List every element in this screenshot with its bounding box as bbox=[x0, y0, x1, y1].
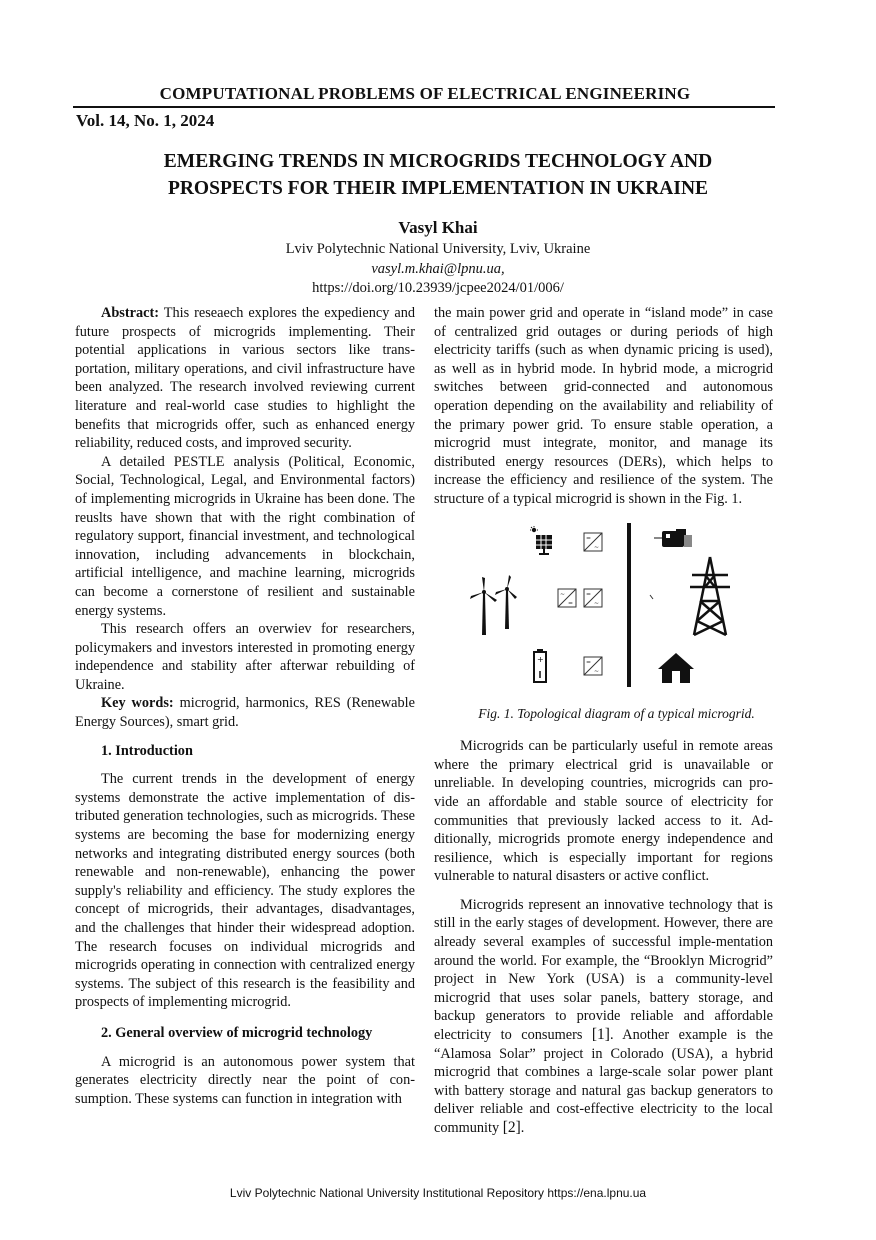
ac-bus-bar bbox=[627, 523, 631, 687]
wind-turbine-icon bbox=[470, 575, 517, 635]
svg-text:+: + bbox=[537, 654, 544, 664]
repository-footer: Lviv Polytechnic National University Institutional Repository https://ena.lpnu.ua bbox=[229, 1186, 647, 1200]
citation-1[interactable]: [1] bbox=[591, 1026, 610, 1044]
title-line-1: EMERGING TRENDS IN MICROGRIDS TECHNOLOGY AND bbox=[163, 151, 713, 172]
continued-paragraph: the main power grid and operate in “island mode” in case of centralized grid outages or during periods of high electricity tariffs (such as when dynamic pricing is used), as well as in hybrid mode. In hybrid mode, a microgrid switches between grid-connected and autonomous operation depending on the availability and reliability of the primary power grid. To ensure stable operation, a microgrid must integrate, monitor, and manage its distributed energy resources (DERs), which helps to increase the efficiency and resilience of the system. The structure of a typical microgrid is shown in the Fig. 1. bbox=[434, 305, 773, 507]
microgrid-diagram-svg bbox=[434, 519, 773, 699]
volume-info: Vol. 14, No. 1, 2024 bbox=[76, 111, 215, 130]
paragraph-remote-areas: Microgrids can be particularly useful in remote areas where the primary electrical grid is unavailable or unreliable. In developing countries, microgrids can pro-vide an affordable and stable source of electricity for communities that previously lacked access to it. Ad-ditionally, microgrids promote energy independence and resilience, which is especially important for regions vulnerable to natural disasters or active conflict. bbox=[434, 738, 773, 885]
doi-link[interactable]: https://doi.org/10.23939/jcpee2024/01/006/ bbox=[312, 280, 564, 296]
keywords bbox=[75, 694, 415, 731]
section-1-paragraph: The current trends in the development of energy systems demonstrate the active implementation of dis-tributed generation technologies, such as microgrids. These systems are becoming the base for modernizing energy networks and integrating distributed energy sources (both renewable and non-renewable), enhancing the power supply's reliability and efficiency. The study explores the concept of microgrids, their advantages, disadvantages, and the challenges that hinder their widespread adoption. The research focuses on individual microgrids and microgrids operating in connection with centralized energy systems. The subject of this research is the feasibility and prospects of implementing microgrid. bbox=[75, 771, 415, 1011]
svg-text:~: ~ bbox=[560, 590, 566, 598]
solar-panel-icon bbox=[530, 526, 552, 554]
svg-text:~: ~ bbox=[594, 667, 600, 675]
svg-text:=: = bbox=[568, 599, 574, 607]
title-line-2: PROSPECTS FOR THEIR IMPLEMENTATION IN UKRAINE bbox=[167, 178, 709, 199]
section-2-paragraph: A microgrid is an autonomous power system that generates electricity directly near the point of con-sumption. These systems can function in integration with bbox=[75, 1053, 415, 1107]
abstract-paragraph-2: A detailed PESTLE analysis (Political, Economic, Social, Technological, Legal, and Environmental factors) of implementing microgrids in Ukraine has been done. The reuslts have shown that with the right combination of regulatory support, financial investment, and technological innovation, including advancements in blockchain, artificial intelligence, and machine learning, microgrids can become a cornerstone of resilient and sustainable energy systems. bbox=[75, 453, 415, 619]
switch-mark bbox=[650, 595, 653, 599]
author-email[interactable]: vasyl.m.khai@lpnu.ua, bbox=[371, 260, 505, 277]
converter-icon-solar bbox=[584, 533, 602, 551]
abstract-label: Abstract: bbox=[101, 305, 159, 321]
microgrid-diagram bbox=[434, 519, 773, 699]
header-rule bbox=[73, 106, 775, 108]
abstract-paragraph bbox=[75, 304, 415, 453]
section-2-heading: 2. General overview of microgrid technology bbox=[101, 1024, 373, 1041]
abstract-text: This reseaech explores the expediency and future prospects of microgrids implementing. Their potential applications in various sectors like trans-portation, military operations, and civil infrastructure have been analyzed. The research involved reviewing current literature and real-world case studies to highlight the benefits that microgrids offer, such as enhanced energy reliability, reduced costs, and improved security. bbox=[75, 305, 415, 452]
battery-icon bbox=[534, 649, 546, 682]
abstract-paragraph-3: This research offers an overwiev for researchers, policymakers and investors interested in promoting energy independence and stability after afterwar rebuilding of Ukraine. bbox=[75, 621, 415, 693]
converter-icon-wind-2 bbox=[584, 589, 602, 607]
author-affiliation-block bbox=[75, 240, 801, 299]
examples-text-3: . bbox=[520, 1120, 525, 1136]
paragraph-examples bbox=[434, 896, 773, 1138]
examples-text-1: Microgrids represent an innovative technology that is still in the early stages of development. However, there are already several examples of successful imple-mentation around the world. For example, the “Brooklyn Microgrid” project in New York (USA) is a community-level microgrid that uses solar panels, battery storage, and backup generators to provide reliable and affordable electricity to consumers bbox=[434, 896, 773, 1044]
converter-icon-wind-1 bbox=[558, 589, 576, 607]
converter-icon-battery bbox=[584, 657, 602, 675]
section-1-heading: 1. Introduction bbox=[101, 742, 193, 759]
svg-text:~: ~ bbox=[594, 543, 600, 551]
keywords-text: microgrid, harmonics, RES (Renewable Energy Sources), smart grid. bbox=[75, 695, 415, 731]
generator-icon bbox=[654, 529, 692, 547]
svg-text:~: ~ bbox=[594, 599, 600, 607]
citation-2[interactable]: [2] bbox=[502, 1119, 521, 1136]
svg-text:=: = bbox=[586, 534, 592, 542]
transmission-tower-icon bbox=[690, 557, 730, 635]
keywords-label: Key words: bbox=[101, 695, 174, 712]
article-title bbox=[75, 148, 801, 202]
examples-text-2: . Another example is the “Alamosa Solar” project in Colorado (USA), a hybrid microgrid that combines a large-scale solar power plant with battery storage and natural gas backup generators to deliver reliable and cost-effective electricity to the local community bbox=[434, 1027, 773, 1136]
journal-name: COMPUTATIONAL PROBLEMS OF ELECTRICAL ENGINEERING bbox=[159, 84, 691, 103]
left-column bbox=[75, 304, 415, 1108]
figure-caption: Fig. 1. Topological diagram of a typical microgrid. bbox=[478, 705, 755, 721]
svg-text:=: = bbox=[586, 590, 592, 598]
house-load-icon bbox=[658, 653, 694, 683]
author-name: Vasyl Khai bbox=[398, 218, 478, 237]
affiliation: Lviv Polytechnic National University, Lviv, Ukraine bbox=[285, 241, 591, 257]
svg-text:=: = bbox=[586, 658, 592, 666]
right-column bbox=[434, 304, 773, 1138]
